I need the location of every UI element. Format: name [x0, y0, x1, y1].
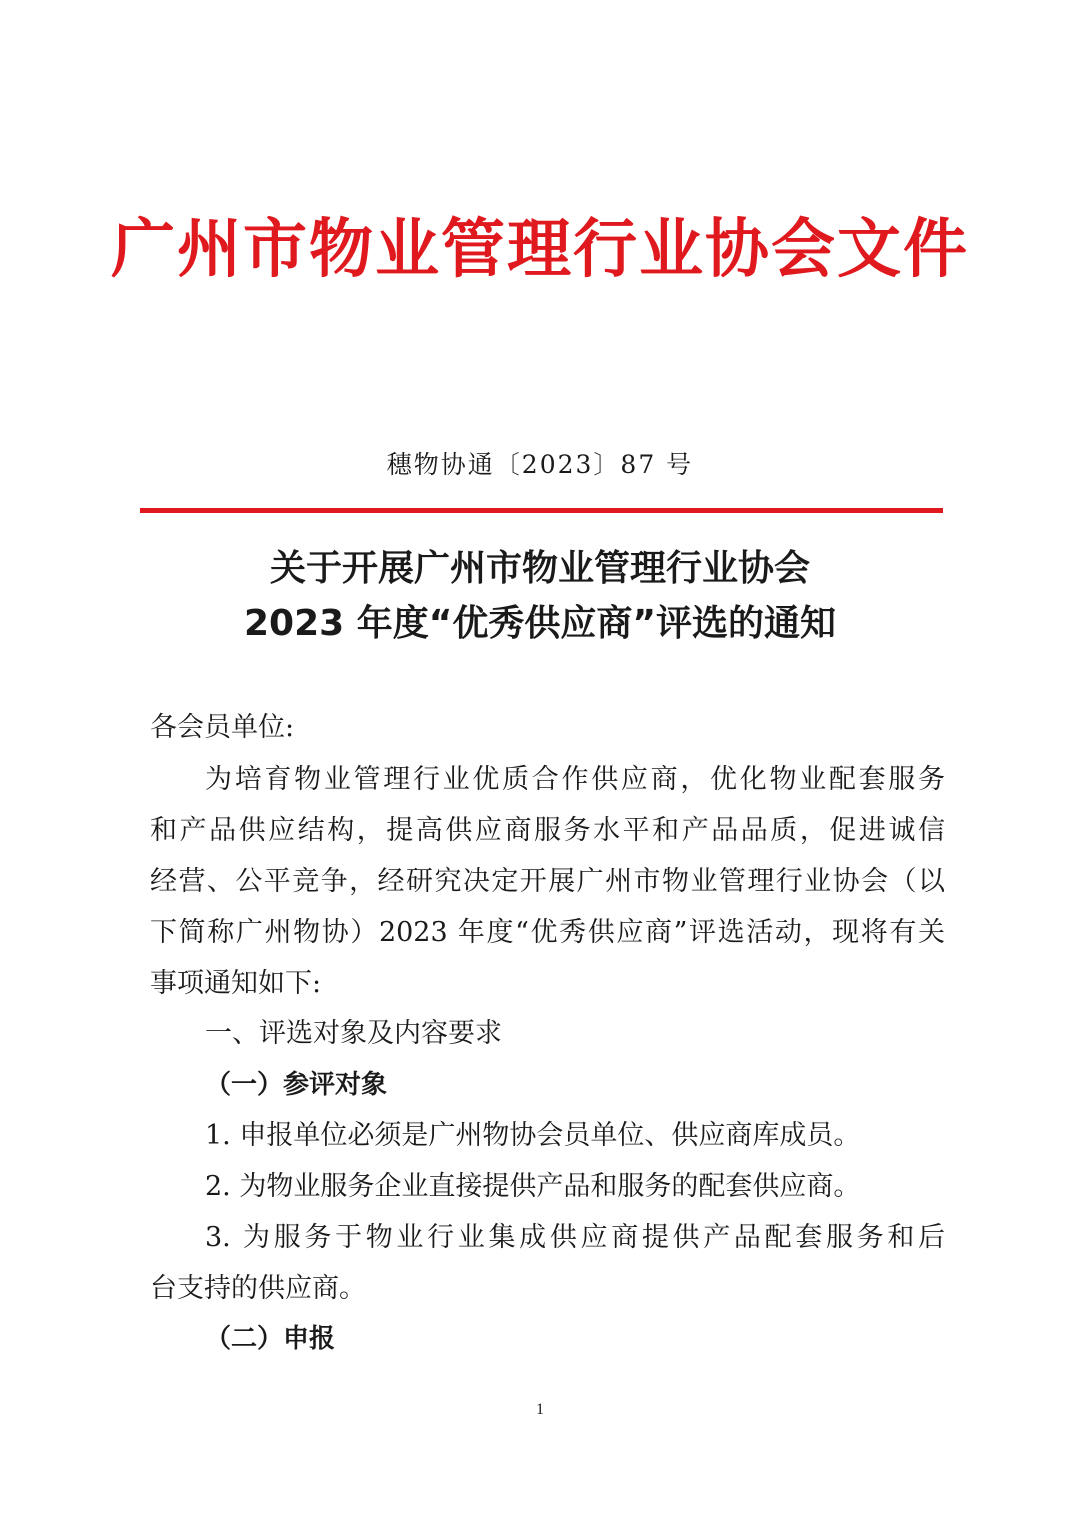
notice-title-line-1: 关于开展广州市物业管理行业协会 — [269, 548, 810, 589]
intro-paragraph-line-4: 下简称广州物协）2023 年度“优秀供应商”评选活动，现将有关 — [150, 917, 945, 948]
section-heading-1: 一、评选对象及内容要求 — [205, 1018, 502, 1049]
page-number: 1 — [536, 1401, 544, 1418]
list-item-3: 3. 为服务于物业行业集成供应商提供产品配套服务和后 — [205, 1222, 945, 1253]
intro-paragraph-line-2: 和产品供应结构，提高供应商服务水平和产品品质，促进诚信 — [150, 815, 945, 846]
intro-paragraph-line-5: 事项通知如下: — [150, 968, 322, 999]
salutation: 各会员单位: — [150, 712, 295, 743]
document-masthead: 广州市物业管理行业协会文件 — [111, 213, 969, 287]
intro-paragraph-line-1: 为培育物业管理行业优质合作供应商，优化物业配套服务 — [205, 764, 945, 795]
red-divider-rule — [140, 508, 943, 513]
subsection-heading-participants: （一）参评对象 — [205, 1070, 388, 1100]
list-item-3-continuation: 台支持的供应商。 — [150, 1273, 366, 1304]
list-item-1: 1. 申报单位必须是广州物协会员单位、供应商库成员。 — [205, 1120, 861, 1151]
subsection-heading-application: （二）申报 — [205, 1324, 336, 1354]
notice-title-line-2: 2023 年度“优秀供应商”评选的通知 — [243, 603, 837, 644]
intro-paragraph-line-3: 经营、公平竞争，经研究决定开展广州市物业管理行业协会（以 — [150, 866, 945, 897]
document-number: 穗物协通〔2023〕87 号 — [386, 450, 694, 479]
list-item-2: 2. 为物业服务企业直接提供产品和服务的配套供应商。 — [205, 1171, 861, 1202]
